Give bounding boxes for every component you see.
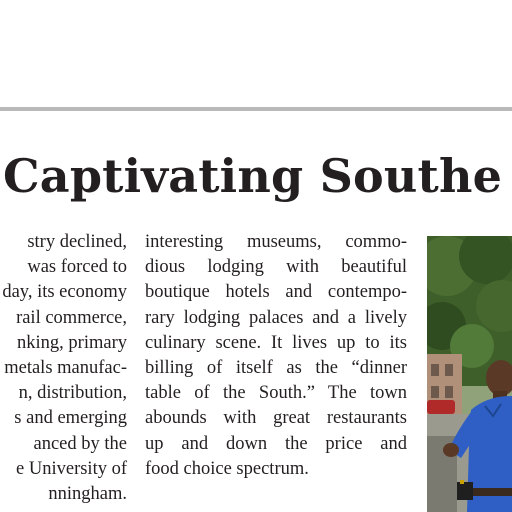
text-line: boutique hotels and contempo- bbox=[145, 282, 407, 303]
text-line: anced by the bbox=[33, 433, 127, 454]
article-headline: Captivating Southe bbox=[3, 149, 503, 203]
text-line: nningham. bbox=[48, 483, 127, 504]
text-line: stry declined, bbox=[27, 232, 127, 252]
text-line: s and emerging bbox=[14, 408, 127, 429]
text-line: up and down the price and bbox=[145, 433, 407, 454]
photo-man-in-blue-shirt-icon bbox=[427, 236, 512, 512]
text-line: dious lodging with beautiful bbox=[145, 257, 407, 278]
left-text-column bbox=[2, 230, 127, 507]
text-line: culinary scene. It lives up to its bbox=[145, 332, 407, 353]
text-line: food choice spectrum. bbox=[145, 458, 309, 479]
text-line: metals manufac- bbox=[4, 357, 127, 378]
text-line: nking, primary bbox=[17, 332, 127, 353]
text-line: rail commerce, bbox=[16, 307, 127, 328]
text-line: abounds with great restaurants bbox=[145, 408, 407, 429]
article-photo bbox=[427, 236, 512, 512]
text-line: n, distribution, bbox=[18, 383, 127, 404]
text-line: e University of bbox=[16, 458, 127, 479]
text-line: was forced to bbox=[27, 257, 127, 278]
text-line: table of the South.” The town bbox=[145, 383, 407, 404]
text-line: billing of itself as the “dinner bbox=[145, 357, 407, 378]
text-line: day, its economy bbox=[2, 282, 127, 303]
text-line: interesting museums, commo- bbox=[145, 232, 407, 252]
header-rule bbox=[0, 107, 512, 111]
right-text-column bbox=[145, 230, 407, 482]
text-line: rary lodging palaces and a lively bbox=[145, 307, 407, 328]
